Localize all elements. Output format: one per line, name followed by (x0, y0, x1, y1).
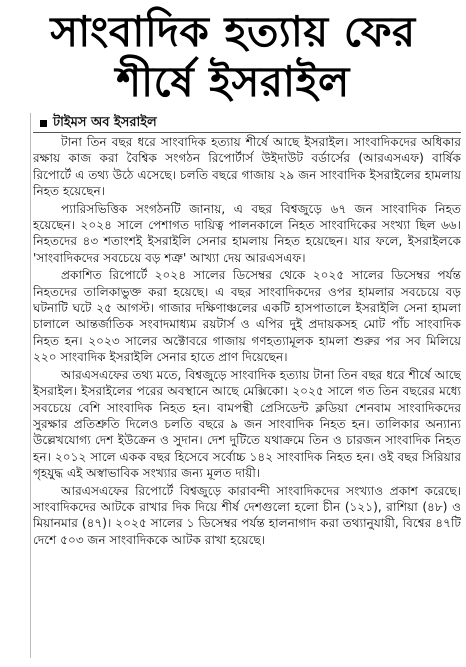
paragraph: প্রকাশিত রিপোর্টে ২০২৪ সালের ডিসেম্বর থেকে ২০২৫ সালের ডিসেম্বর পর্যন্ত নিহতদের তালিকাভুক্ত করা হয়েছে। এ বছর সাংবাদিকদের ওপর হামলার সবচেয়ে বড় ঘটনাটি ঘটে ২৫ আগস্ট। গাজার দক্ষিণাঞ্চলের একটি হাসপাতালে ইসরাইলি সেনা হামলা চালালে আন্তর্জাতিক সংবাদমাধ্যম রয়টার্স ও এপির দুই প্রদায়কসহ মোট পাঁচ সাংবাদিক নিহত হন। ২০২৩ সালের অক্টোবরে গাজায় গণহত্যামূলক হামলা শুরুর পর সব মিলিয়ে ২২০ সাংবাদিক ইসরাইলি সেনার হাতে প্রাণ দিয়েছেন। (33, 268, 461, 365)
byline (40, 113, 157, 134)
paragraph: আরএসএফের রিপোর্টে বিশ্বজুড়ে কারাবন্দী সাংবাদিকদের সংখ্যাও প্রকাশ করেছে। সাংবাদিকদের আটকে রাখার দিক দিয়ে শীর্ষ দেশগুলো হলো চীন (১২১), রাশিয়া (৪৮) ও মিয়ানমার (৪৭)। ২০২৫ সালের ১ ডিসেম্বর পর্যন্ত হালনাগাদ করা তথ্যানুযায়ী, বিশ্বের ৪৭টি দেশে ৫০৩ জন সাংবাদিককে আটক রাখা হয়েছে। (33, 483, 461, 547)
byline-divider (33, 132, 461, 133)
byline-source: টাইমস অব ইসরাইল (53, 115, 157, 130)
paragraph: টানা তিন বছর ধরে সাংবাদিক হত্যায় শীর্ষে আছে ইসরাইল। সাংবাদিকদের অধিকার রক্ষায় কাজ করা বৈশ্বিক সংগঠন রিপোর্টার্স উইদাউট বর্ডার্সের (আরএসএফ) বার্ষিক রিপোর্টে এ তথ্য উঠে এসেছে। চলতি বছরে গাজায় ২৯ জন সাংবাদিক ইসরাইলের হামলায় নিহত হয়েছেন। (33, 135, 461, 199)
headline-line-2: শীর্ষে ইসরাইল (116, 57, 350, 106)
article-body (33, 134, 461, 654)
square-bullet-icon (40, 120, 47, 127)
column-divider (30, 113, 31, 658)
paragraph: আরএসএফের তথ্য মতে, বিশ্বজুড়ে সাংবাদিক হত্যায় টানা তিন বছর ধরে শীর্ষে আছে ইসরাইল। ইসরাইলের পরের অবস্থানে আছে মেক্সিকো। ২০২৫ সালে গত তিন বছরের মধ্যে সবচেয়ে বেশি সাংবাদিক নিহত হন। বামপন্থী প্রেসিডেন্ট ক্লডিয়া শেনবাম সাংবাদিকদের সুরক্ষার প্রতিশ্রুতি দিলেও চলতি বছরে ৯ জন সাংবাদিক নিহত হন। তালিকার অন্যান্য উল্লেখযোগ্য দেশ ইউক্রেন ও সুদান। দেশ দুটিতে যথাক্রমে তিন ও চারজন সাংবাদিক নিহত হন। ২০১২ সালে একক বছর হিসেবে সর্বোচ্চ ১৪২ সাংবাদিক নিহত হন। ওই বছর সিরিয়ার গৃহযুদ্ধ এই অস্বাভাবিক সংখ্যার জন্য মূলত দায়ী। (33, 367, 461, 481)
headline-line-1: সাংবাদিক হত্যায় ফের (50, 7, 416, 56)
paragraph: প্যারিসভিত্তিক সংগঠনটি জানায়, এ বছর বিশ্বজুড়ে ৬৭ জন সাংবাদিক নিহত হয়েছেন। ২০২৪ সালে পেশাগত দায়িত্ব পালনকালে নিহত সাংবাদিকের সংখ্যা ছিল ৬৬। নিহতদের ৪৩ শতাংশই ইসরাইলি সেনার হামলায় নিহত হয়েছেন। যার ফলে, ইসরাইলকে 'সাংবাদিকদের সবচেয়ে বড় শত্রু' আখ্যা দেয় আরএসএফ। (33, 201, 461, 265)
